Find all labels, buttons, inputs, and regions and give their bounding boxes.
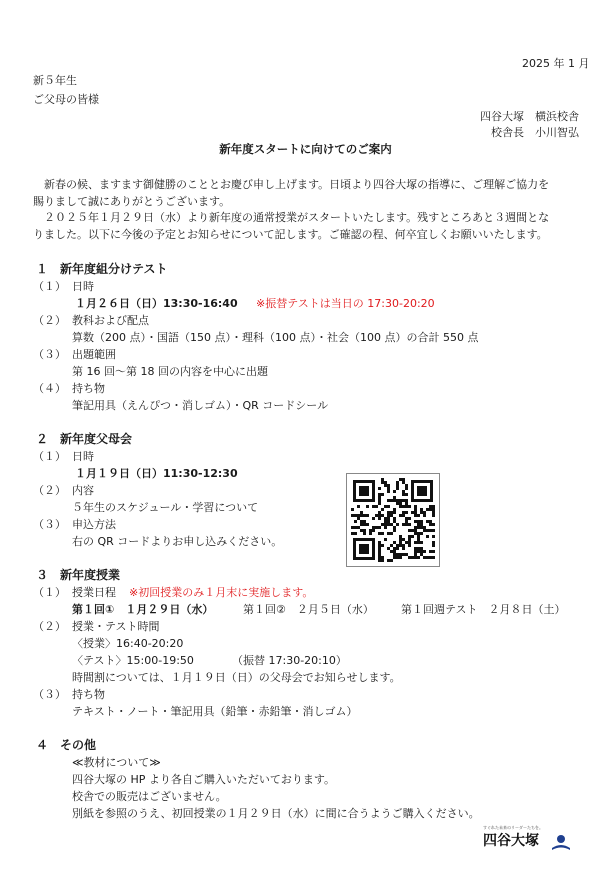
- s1-datetime: １月２６日（日）13:30-16:40: [75, 297, 238, 310]
- s2-apply: 右の QR コードよりお申し込みください。: [72, 535, 283, 548]
- s3-schedule-2: 第１回② ２月５日（水）: [243, 603, 374, 616]
- s1-item2-num: （２）: [33, 314, 66, 327]
- s4-line-4: 別紙を参照のうえ、初回授業の１月２９日（水）に間に合うようご購入ください。: [72, 807, 480, 820]
- s1-item4-label: 持ち物: [72, 382, 105, 395]
- s1-item2-label: 教科および配点: [72, 314, 149, 327]
- section1-heading: １ 新年度組分けテスト: [36, 262, 168, 276]
- s3-test-time: 〈テスト〉15:00-19:50: [72, 654, 194, 667]
- qr-code-image: [347, 474, 439, 566]
- s1-item3-num: （３）: [33, 348, 66, 361]
- s3-item2-label: 授業・テスト時間: [72, 620, 160, 633]
- s1-item3-label: 出題範囲: [72, 348, 116, 361]
- s2-item1-num: （１）: [33, 450, 66, 463]
- s3-test-makeup: （振替 17:30-20:10）: [232, 654, 347, 667]
- intro-line-4: りました。以下に今後の予定とお知らせについて記します。ご確認の程、何卒宜しくお願いいたします。: [33, 228, 548, 241]
- s3-first-note: ※初回授業のみ１月末に実施します。: [129, 586, 314, 599]
- recipient-grade: 新５年生: [33, 74, 77, 87]
- s3-item1-num: （１）: [33, 586, 66, 599]
- yotsuya-otsuka-logo: [483, 826, 573, 852]
- s1-item1-num: （１）: [33, 280, 66, 293]
- document-date: 2025 年 1 月: [522, 57, 590, 70]
- logo-mark-icon: [551, 833, 571, 851]
- s3-schedule-1: 第１回① １月２９日（水）: [72, 603, 214, 616]
- s2-item3-label: 申込方法: [72, 518, 116, 531]
- s3-item1-label: 授業日程: [72, 586, 116, 599]
- s3-timetable-note: 時間割については、１月１９日（日）の父母会でお知らせします。: [72, 671, 401, 684]
- s1-subjects: 算数（200 点）・国語（150 点）・理科（100 点）・社会（100 点）の合計 550 点: [72, 331, 479, 344]
- s1-item4-num: （４）: [33, 382, 66, 395]
- intro-line-3: ２０２５年１月２９日（水）より新年度の通常授業がスタートいたします。残すところあと３週間とな: [44, 211, 550, 224]
- s3-item2-num: （２）: [33, 620, 66, 633]
- logo-name: 四谷大塚: [483, 833, 539, 849]
- page-title: 新年度スタートに向けてのご案内: [219, 142, 392, 156]
- logo-tagline: すぐれた未来のリーダーたちを。: [483, 825, 543, 830]
- s2-item2-num: （２）: [33, 484, 66, 497]
- s3-schedule-3: 第１回週テスト ２月８日（土）: [401, 603, 566, 616]
- s2-item1-label: 日時: [72, 450, 94, 463]
- s2-content: ５年生のスケジュール・学習について: [72, 501, 259, 514]
- s1-scope: 第 16 回〜第 18 回の内容を中心に出題: [72, 365, 268, 378]
- sender-principal: 校舎長 小川智弘: [491, 126, 579, 139]
- section4-heading: ４ その他: [36, 738, 97, 752]
- intro-line-1: 新春の候、ますます御健勝のこととお慶び申し上げます。日頃より四谷大塚の指導に、ご理解ご協力を: [44, 178, 550, 191]
- s4-line-1: ≪教材について≫: [72, 756, 161, 769]
- s3-item3-label: 持ち物: [72, 688, 105, 701]
- section3-heading: ３ 新年度授業: [36, 568, 121, 582]
- s1-belongings: 筆記用具（えんぴつ・消しゴム）・QR コードシール: [72, 399, 329, 412]
- qr-code[interactable]: [346, 473, 440, 567]
- s3-belongings: テキスト・ノート・筆記用具（鉛筆・赤鉛筆・消しゴム）: [72, 705, 358, 718]
- section2-heading: ２ 新年度父母会: [36, 432, 133, 446]
- s3-lesson-time: 〈授業〉16:40-20:20: [72, 637, 184, 650]
- s1-item1-label: 日時: [72, 280, 94, 293]
- sender-school: 四谷大塚 横浜校舎: [480, 110, 579, 123]
- intro-line-2: 賜りまして誠にありがとうございます。: [33, 195, 231, 208]
- s2-datetime: １月１９日（日）11:30-12:30: [75, 467, 238, 480]
- s3-item3-num: （３）: [33, 688, 66, 701]
- s4-line-3: 校舎での販売はございません。: [72, 790, 227, 803]
- recipient-parents: ご父母の皆様: [33, 93, 99, 106]
- s2-item2-label: 内容: [72, 484, 94, 497]
- s4-line-2: 四谷大塚の HP より各自ご購入いただいております。: [72, 773, 336, 786]
- s1-makeup-note: ※振替テストは当日の 17:30-20:20: [256, 297, 435, 310]
- s2-item3-num: （３）: [33, 518, 66, 531]
